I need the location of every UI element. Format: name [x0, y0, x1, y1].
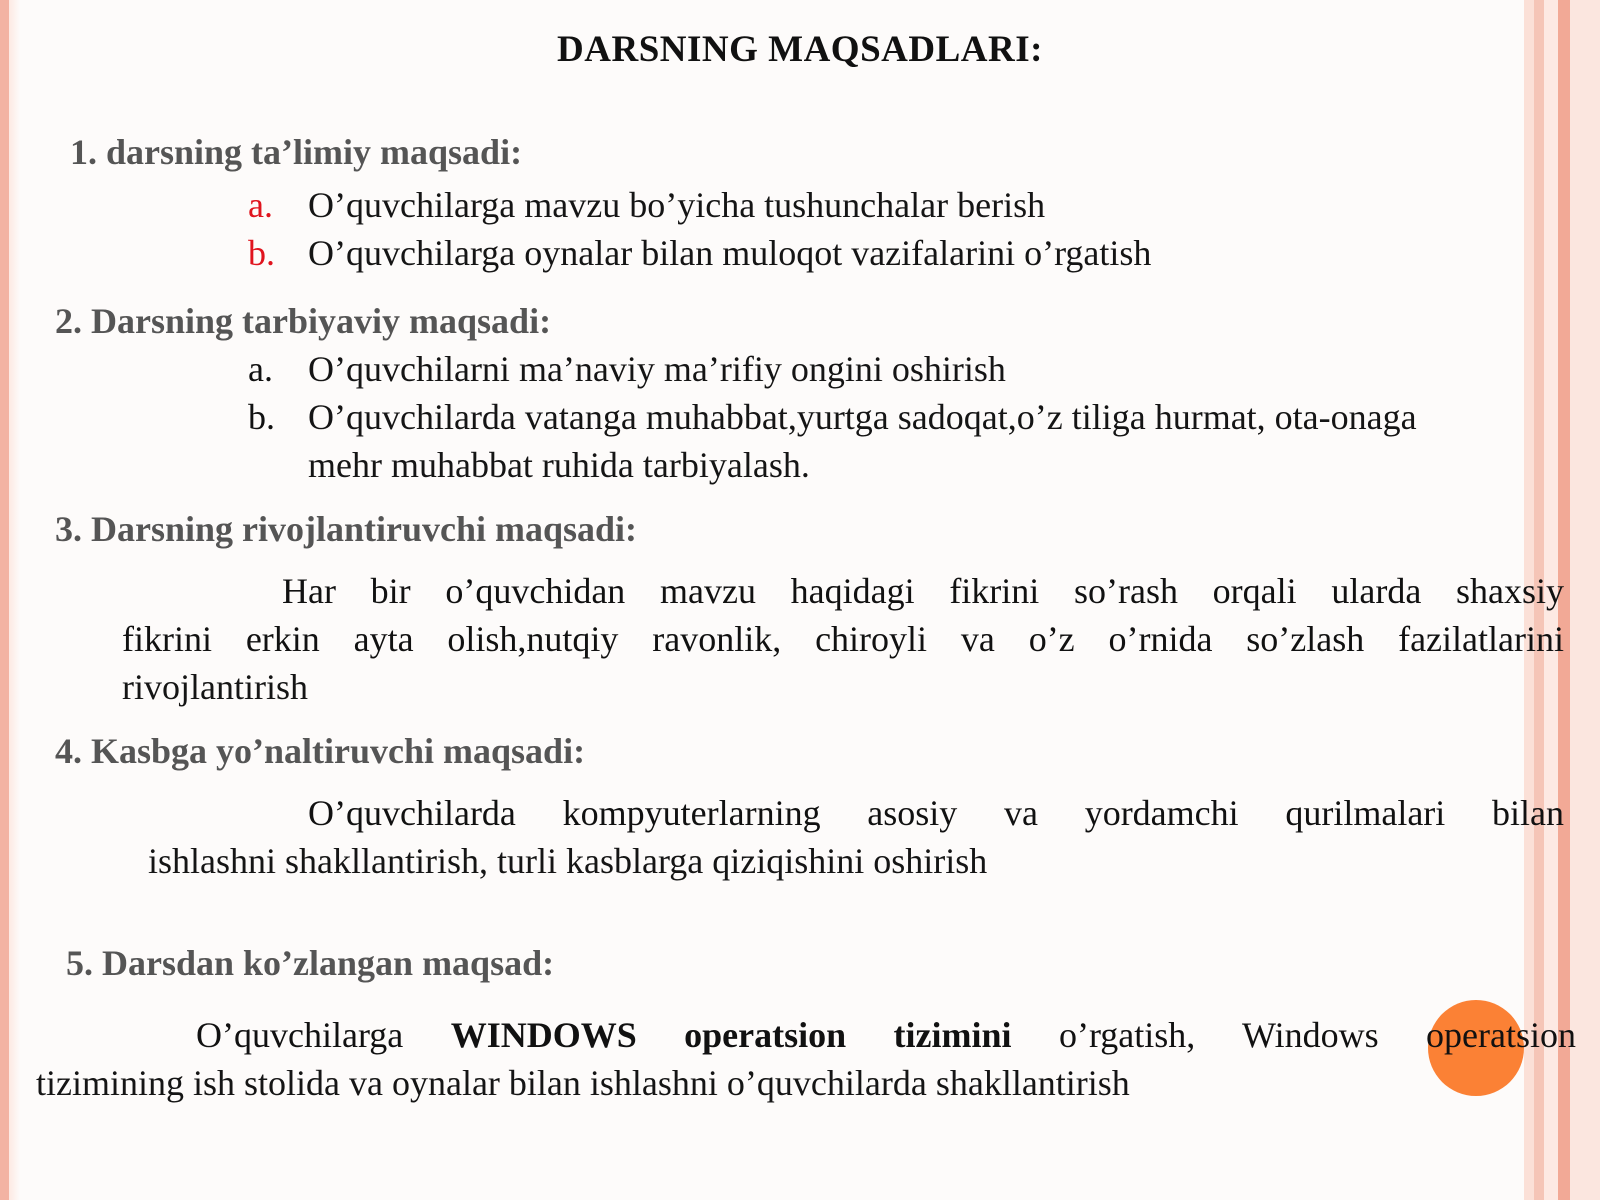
- section-4-text-line1: O’quvchilarda kompyuterlarning asosiy va yordamchi qurilmalari bilan: [308, 793, 1564, 833]
- section-1-item-b-marker: b.: [248, 233, 275, 273]
- section-2-heading: 2. Darsning tarbiyaviy maqsadi:: [55, 301, 552, 341]
- section-3-heading: 3. Darsning rivojlantiruvchi maqsadi:: [55, 509, 638, 549]
- section-1-item-a-marker: a.: [248, 185, 273, 225]
- section-1-item-a-text: O’quvchilarga mavzu bo’yicha tushunchalar berish: [308, 185, 1046, 225]
- section-2-item-b-text-line1: O’quvchilarda vatanga muhabbat,yurtga sadoqat,o’z tiliga hurmat, ota-onaga: [308, 397, 1417, 437]
- section-2-item-b-text-line2: mehr muhabbat ruhida tarbiyalash.: [308, 445, 810, 485]
- section-5-text-line1: [196, 1014, 1576, 1056]
- section-1-item-b-text: O’quvchilarga oynalar bilan muloqot vazifalarini o’rgatish: [308, 233, 1152, 273]
- section-1-heading: 1. darsning ta’limiy maqsadi:: [70, 132, 523, 172]
- section-4-heading: 4. Kasbga yo’naltiruvchi maqsadi:: [55, 731, 586, 771]
- section-5-heading: 5. Darsdan ko’zlangan maqsad:: [66, 943, 555, 983]
- section-5-text-bold: WINDOWS operatsion tizimini: [450, 1015, 1012, 1055]
- section-2-item-b-marker: b.: [248, 397, 275, 437]
- section-5-text-start: O’quvchilarga: [196, 1015, 404, 1055]
- section-2-item-a-text: O’quvchilarni ma’naviy ma’rifiy ongini oshirish: [308, 349, 1006, 389]
- section-3-text-line3: rivojlantirish: [122, 667, 308, 707]
- section-3-text-line1: Har bir o’quvchidan mavzu haqidagi fikrini so’rash orqali ularda shaxsiy: [282, 571, 1564, 611]
- section-5-text-end: o’rgatish, Windows operatsion: [1058, 1015, 1576, 1055]
- section-2-item-a-marker: a.: [248, 349, 273, 389]
- slide-title: DARSNING MAQSADLARI:: [557, 29, 1043, 70]
- left-border-decoration: [0, 0, 20, 1200]
- section-3-text-line2: fikrini erkin ayta olish,nutqiy ravonlik, chiroyli va o’z o’rnida so’zlash fazilatlarini: [122, 619, 1564, 659]
- section-4-text-line2: ishlashni shakllantirish, turli kasblarga qiziqishini oshirish: [148, 841, 988, 881]
- section-5-text-line2: tizimining ish stolida va oynalar bilan ishlashni o’quvchilarda shakllantirish: [36, 1063, 1130, 1103]
